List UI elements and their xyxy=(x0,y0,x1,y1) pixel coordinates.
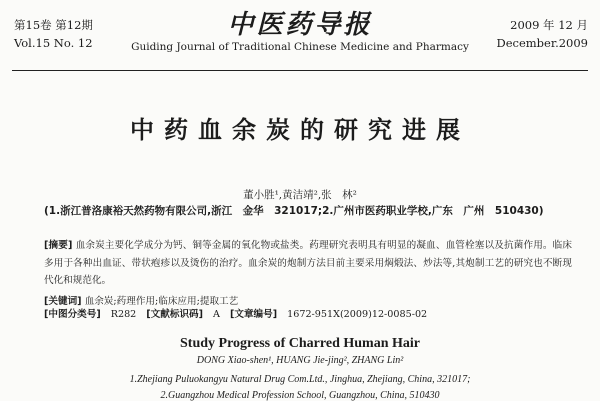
abstract-text: 血余炭主要化学成分为钙、铜等金属的氧化物或盐类。药理研究表明具有明显的凝血、血管栓塞以及抗菌作用。临床多用于各种出血证、带状疱疹以及烫伤的治疗。血余炭的炮制方法目前主要采用焖煅法、炒法等,其炮制工艺的研究也不断现代化和规范化。 xyxy=(44,240,572,286)
date-cn: 2009 年 12 月 xyxy=(510,18,588,32)
volume-en: Vol.15 No. 12 xyxy=(14,36,93,50)
issue-date xyxy=(496,16,588,52)
affiliations-cn: (1.浙江普洛康裕天然药物有限公司,浙江 金华 321017;2.广州市医药职业学校,广东 广州 510430) xyxy=(44,205,544,217)
article-title-en: Study Progress of Charred Human Hair xyxy=(180,336,420,351)
doc-code-label: [文献标识码] xyxy=(146,309,204,320)
classification-line xyxy=(44,306,427,320)
volume-cn: 第15卷 第12期 xyxy=(14,18,93,32)
class-label: [中图分类号] xyxy=(44,309,101,320)
article-number-value: 1672-951X(2009)12-0085-02 xyxy=(287,309,428,320)
affiliation-en-2: 2.Guangzhou Medical Profession School, Guangzhou, China, 510430 xyxy=(160,390,440,401)
affiliation-en-1: 1.Zhejiang Puluokangyu Natural Drug Com.Ltd., Jinghua, Zhejiang, China, 321017; xyxy=(129,374,471,385)
header-divider xyxy=(12,70,588,71)
article-title-cn: 中药血余炭的研究进展 xyxy=(130,116,470,144)
abstract xyxy=(44,237,572,290)
journal-title-cn: 中医药导报 xyxy=(227,10,373,40)
abstract-label: [摘要] xyxy=(44,240,73,251)
authors-cn: 董小胜¹,黄洁靖²,张 林² xyxy=(243,189,357,201)
journal-title-en: Guiding Journal of Traditional Chinese Medicine and Pharmacy xyxy=(131,41,469,53)
date-en: December.2009 xyxy=(496,36,588,50)
keywords-label: [关键词] xyxy=(44,296,82,307)
class-value: R282 xyxy=(110,309,137,320)
doc-code-value: A xyxy=(213,309,220,320)
authors-en: DONG Xiao-shen¹, HUANG Jie-jing², ZHANG Lin² xyxy=(196,355,404,366)
keywords xyxy=(44,293,238,307)
keywords-text: 血余炭;药理作用;临床应用;提取工艺 xyxy=(84,296,239,307)
article-number-label: [文章编号] xyxy=(229,309,278,320)
